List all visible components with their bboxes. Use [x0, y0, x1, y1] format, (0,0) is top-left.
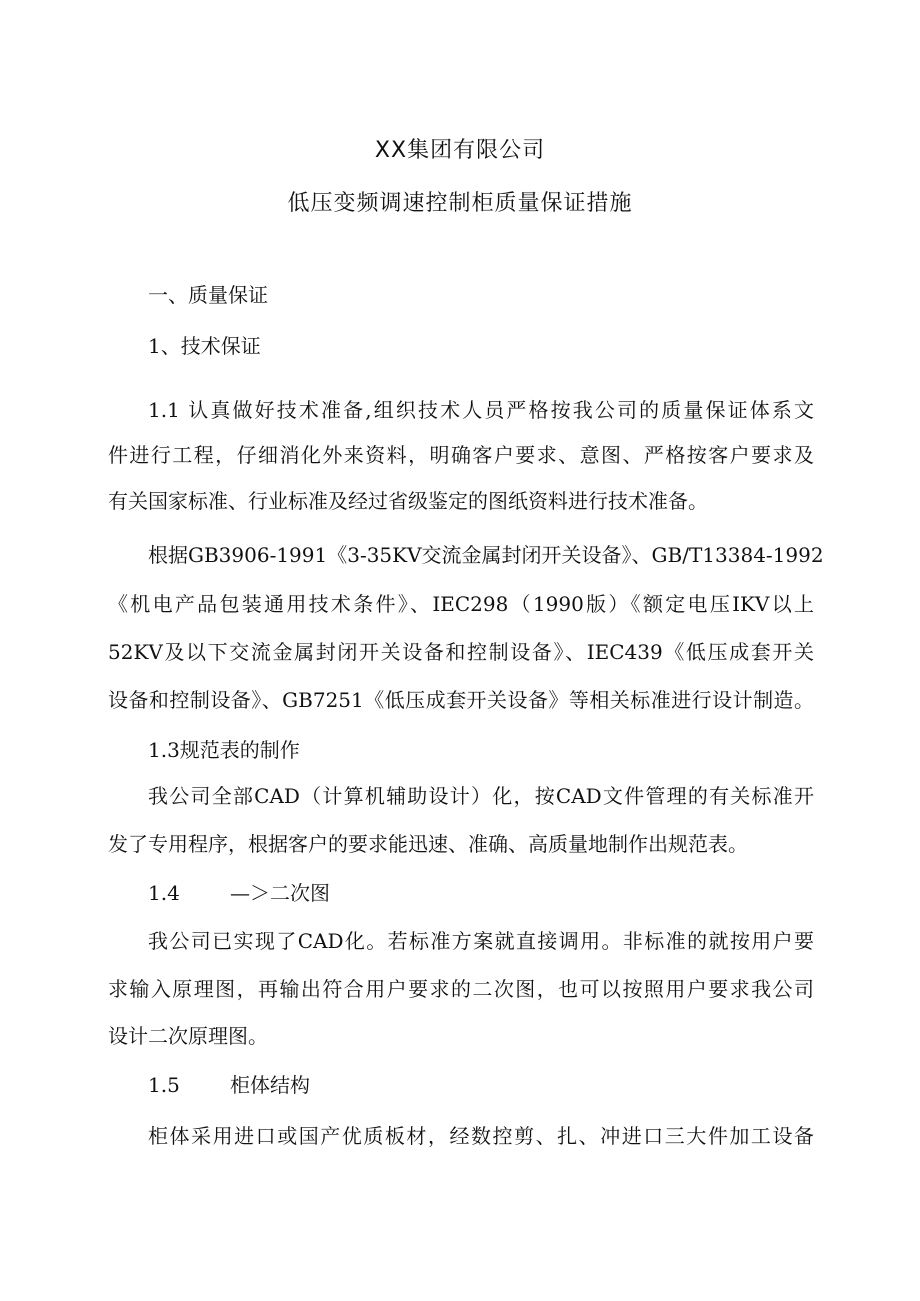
paragraph-line: 有关国家标准、行业标准及经过省级鉴定的图纸资料进行技术准备。: [108, 489, 708, 513]
document-title: 低压变频调速控制柜质量保证措施: [287, 191, 633, 216]
subsection-number: 1.4: [148, 881, 180, 905]
paragraph-line: 件进行工程，仔细消化外来资料，明确客户要求、意图、严格按客户要求及: [108, 443, 814, 467]
subsection-heading-1-4: [148, 879, 330, 907]
subsection-title: 柜体结构: [230, 1073, 310, 1097]
subsection-heading-tech: 1、技术保证: [148, 334, 261, 358]
paragraph-line: 《机电产品包装通用技术条件》、IEC298（1990版）《额定电压IKV以上: [108, 592, 814, 616]
paragraph-line: 我公司全部CAD（计算机辅助设计）化，按CAD文件管理的有关标准开: [148, 784, 814, 808]
subsection-title: —＞二次图: [230, 881, 330, 905]
subsection-number: 1.5: [148, 1073, 180, 1097]
paragraph-line: 根据GB3906-1991《3-35KV交流金属封闭开关设备》、GB/T13384-1992: [148, 543, 824, 567]
paragraph-line: 52KV及以下交流金属封闭开关设备和控制设备》、IEC439《低压成套开关: [108, 640, 814, 664]
paragraph-line: 发了专用程序，根据客户的要求能迅速、准确、高质量地制作出规范表。: [108, 832, 748, 856]
section-heading-quality: 一、质量保证: [148, 283, 268, 307]
paragraph-line: 1.1 认真做好技术准备,组织技术人员严格按我公司的质量保证体系文: [148, 398, 814, 422]
paragraph-line: 求输入原理图，再输出符合用户要求的二次图，也可以按照用户要求我公司: [108, 977, 814, 1001]
paragraph-line: 设备和控制设备》、GB7251《低压成套开关设备》等相关标准进行设计制造。: [108, 688, 814, 712]
subsection-heading-1-3: 1.3规范表的制作: [148, 738, 300, 762]
paragraph-line: 我公司已实现了CAD化。若标准方案就直接调用。非标准的就按用户要: [148, 929, 814, 953]
paragraph-line: 柜体采用进口或国产优质板材，经数控剪、扎、冲进口三大件加工设备: [148, 1124, 814, 1148]
subsection-heading-1-5: [148, 1071, 310, 1099]
company-name: XX集团有限公司: [374, 138, 546, 163]
paragraph-line: 设计二次原理图。: [108, 1024, 268, 1048]
